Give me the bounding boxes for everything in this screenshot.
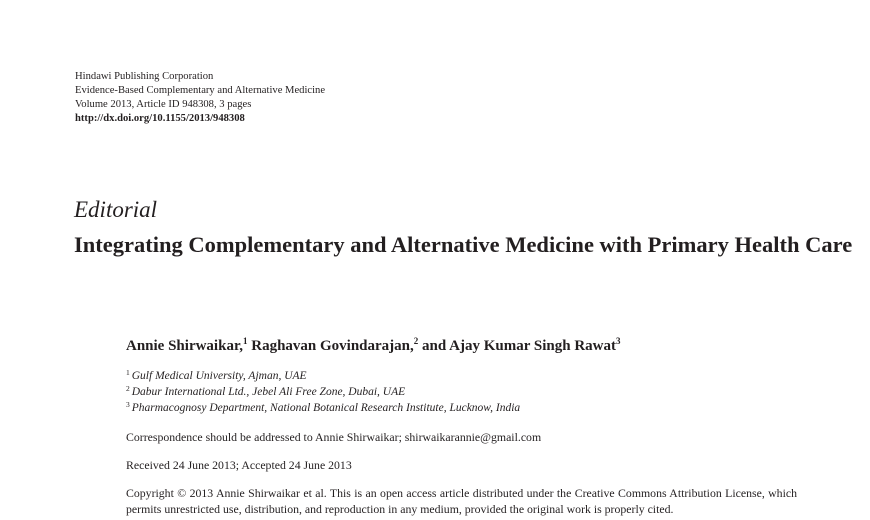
affiliation-number: 1 xyxy=(126,368,130,377)
affiliation-number: 3 xyxy=(126,400,130,409)
correspondence-line: Correspondence should be addressed to Annie Shirwaikar; shirwaikarannie@gmail.com xyxy=(126,430,542,444)
author-name: Ajay Kumar Singh Rawat xyxy=(449,338,616,354)
author-affiliation-mark: 2 xyxy=(413,336,419,346)
publisher-name: Hindawi Publishing Corporation xyxy=(75,71,214,82)
author-affiliation-mark: 3 xyxy=(615,336,621,346)
author-affiliation-mark: 1 xyxy=(242,336,248,346)
affiliation-text: Pharmacognosy Department, National Botanical Research Institute, Lucknow, India xyxy=(131,402,521,414)
copyright-notice: Copyright © 2013 Annie Shirwaikar et al. This is an open access article distributed under the Creative Commons Attribution License, which permits unrestricted use, distribution, and reproduction in any medium, provided the original work is properly cited. xyxy=(126,486,797,516)
volume-info: Volume 2013, Article ID 948308, 3 pages xyxy=(75,99,252,110)
affiliation-item xyxy=(126,400,520,416)
affiliation-number: 2 xyxy=(126,384,130,393)
author-list xyxy=(126,335,620,357)
article-type: Editorial xyxy=(74,197,158,222)
affiliation-list xyxy=(126,368,520,416)
article-title: Integrating Complementary and Alternative Medicine with Primary Health Care xyxy=(74,232,853,257)
affiliation-item xyxy=(126,368,520,384)
author-name: Annie Shirwaikar, xyxy=(126,338,243,354)
journal-header xyxy=(75,70,325,126)
journal-name: Evidence-Based Complementary and Alternative Medicine xyxy=(75,85,326,96)
affiliation-item xyxy=(126,384,520,400)
affiliation-text: Gulf Medical University, Ajman, UAE xyxy=(131,370,307,382)
doi-link[interactable]: http://dx.doi.org/10.1155/2013/948308 xyxy=(75,113,245,124)
author-name: Raghavan Govindarajan, xyxy=(251,338,414,354)
received-accepted-dates: Received 24 June 2013; Accepted 24 June 2013 xyxy=(126,458,352,472)
affiliation-text: Dabur International Ltd., Jebel Ali Free Zone, Dubai, UAE xyxy=(131,386,406,398)
author-conjunction: and xyxy=(422,338,447,354)
